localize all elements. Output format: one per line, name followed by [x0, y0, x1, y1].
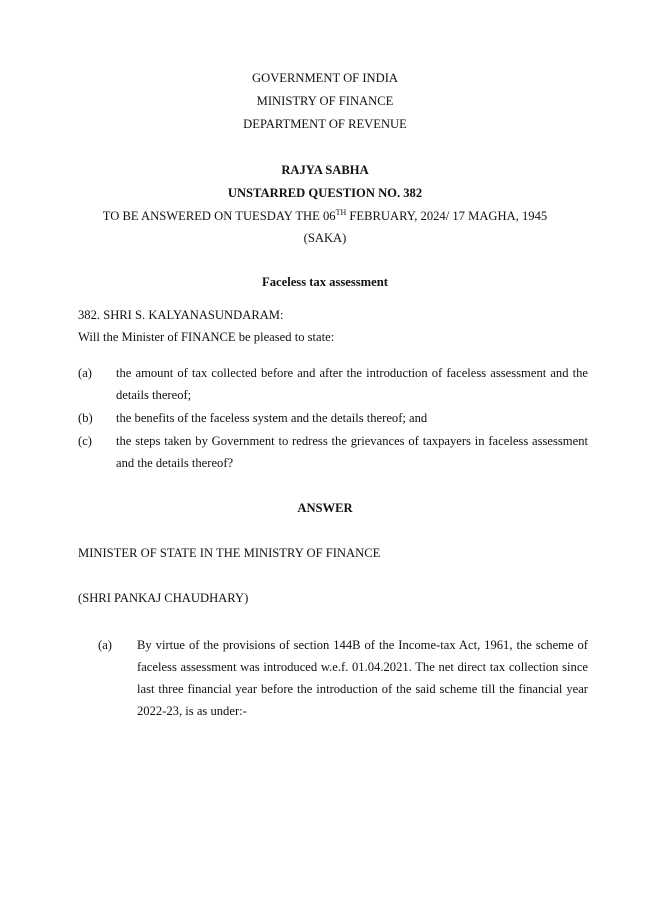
saka-label: (SAKA) [303, 231, 347, 245]
question-label-b: (b) [78, 411, 93, 425]
answer-date [0, 208, 650, 224]
header-government: GOVERNMENT OF INDIA [252, 71, 398, 85]
question-number: UNSTARRED QUESTION NO. 382 [227, 186, 423, 200]
minister-title: MINISTER OF STATE IN THE MINISTRY OF FINANCE [78, 546, 381, 560]
house-name: RAJYA SABHA [281, 163, 369, 177]
asker-name: 382. SHRI S. KALYANASUNDARAM: [78, 308, 284, 322]
answer-label-a: (a) [98, 638, 112, 652]
subject-title: Faceless tax assessment [262, 275, 388, 289]
header-ministry: MINISTRY OF FINANCE [256, 94, 394, 108]
minister-name: (SHRI PANKAJ CHAUDHARY) [78, 591, 249, 605]
answer-date-post: FEBRUARY, 2024/ 17 MAGHA, 1945 [346, 209, 548, 223]
question-text-b: the benefits of the faceless system and the details thereof; and [116, 411, 428, 425]
answer-heading: ANSWER [297, 501, 353, 515]
header-department: DEPARTMENT OF REVENUE [243, 117, 407, 131]
answer-date-pre: TO BE ANSWERED ON TUESDAY THE 06 [102, 209, 336, 223]
question-label-a: (a) [78, 366, 92, 380]
question-intro: Will the Minister of FINANCE be pleased to state: [78, 330, 335, 344]
question-text-c: the steps taken by Government to redress the grievances of taxpayers in faceless assessment and the details thereof? [116, 434, 588, 470]
question-text-a: the amount of tax collected before and after the introduction of faceless assessment and the details thereof; [116, 366, 588, 402]
answer-text-a: By virtue of the provisions of section 144B of the Income-tax Act, 1961, the scheme of faceless assessment was introduced w.e.f. 01.04.2021. The net direct tax collection since last three financial year before the introduction of the said scheme till the financial year 2022-23, is as under:- [137, 638, 588, 718]
answer-date-sup: TH [335, 207, 347, 217]
question-label-c: (c) [78, 434, 92, 448]
